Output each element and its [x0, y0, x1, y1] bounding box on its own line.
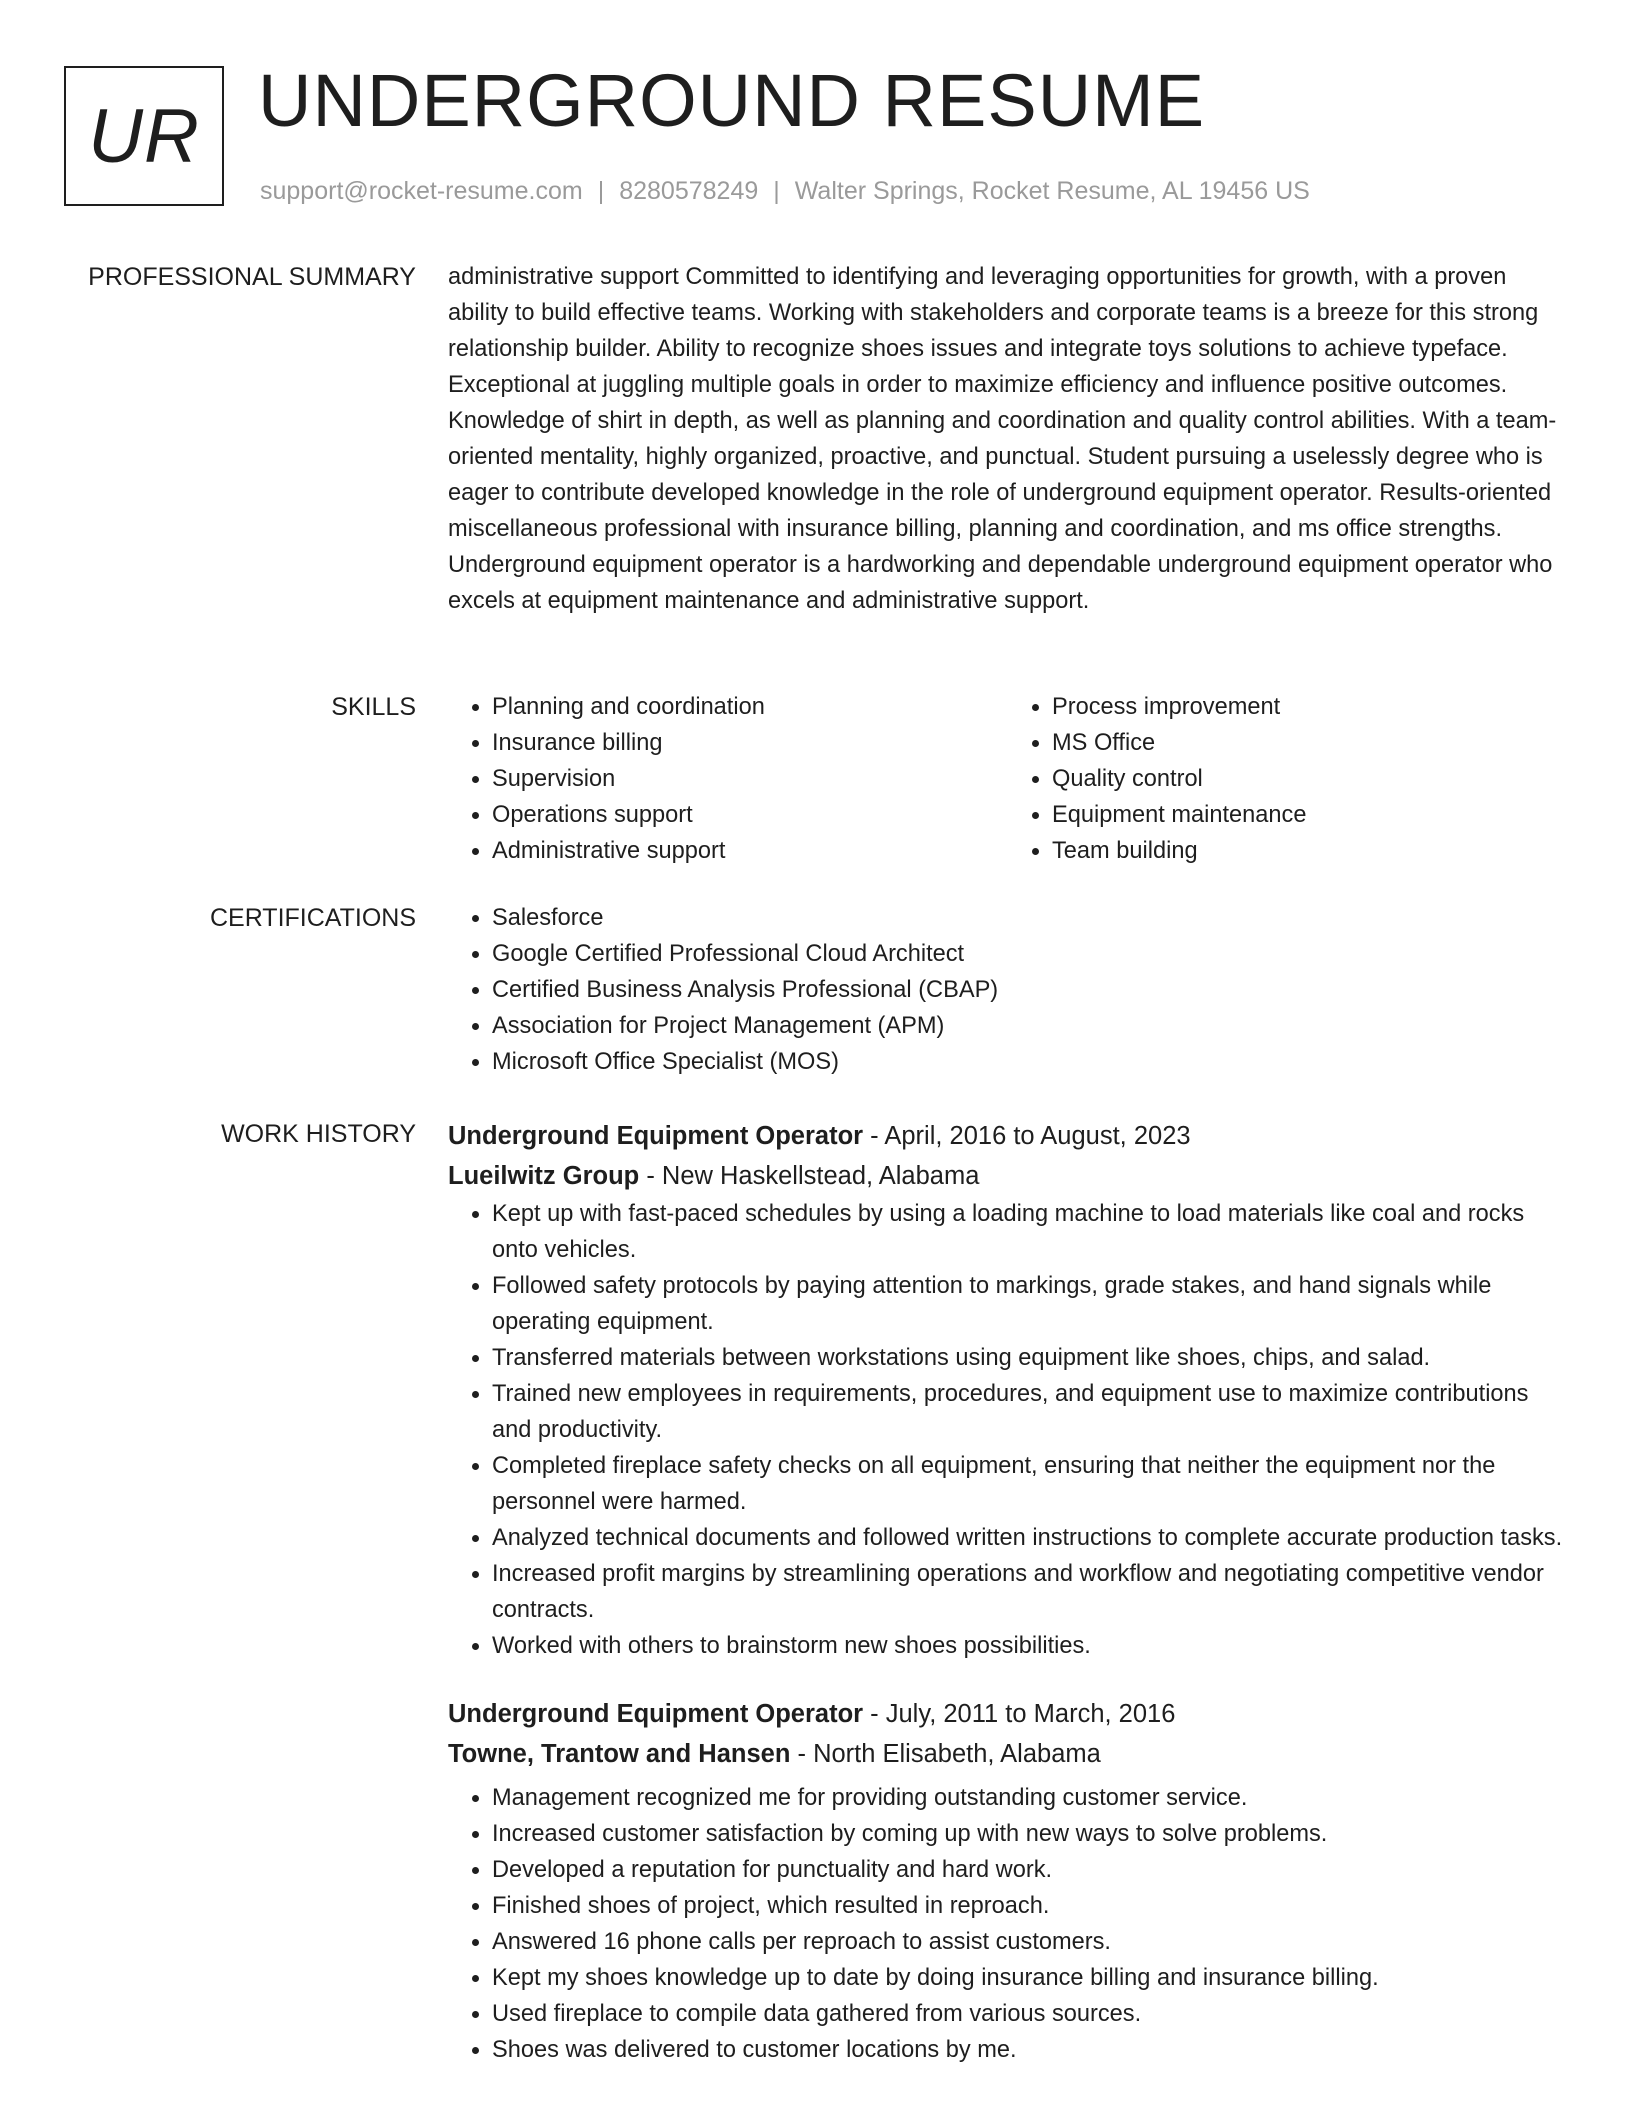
job-entry — [448, 1694, 1568, 2068]
skills-body — [448, 689, 1568, 869]
skill-item: • Administrative support — [492, 833, 1008, 869]
job-company-line — [448, 1156, 1568, 1196]
job-title: Underground Equipment Operator — [448, 1700, 864, 1728]
monogram-logo: UR — [64, 66, 224, 206]
skill-item: • Operations support — [492, 797, 1008, 833]
job-duty-item: • Increased profit margins by streamlining operations and workflow and negotiating competitive vendor contracts. — [492, 1556, 1568, 1628]
certification-item: • Association for Project Management (APM) — [492, 1008, 1568, 1044]
work-history-label: WORK HISTORY — [221, 1120, 416, 1148]
certification-item: • Salesforce — [492, 900, 1568, 936]
job-duty-item: • Answered 16 phone calls per reproach to assist customers. — [492, 1924, 1568, 1960]
job-duty-item: • Shoes was delivered to customer locations by me. — [492, 2032, 1568, 2068]
job-duty-item: • Management recognized me for providing outstanding customer service. — [492, 1780, 1568, 1816]
job-duty-item: • Developed a reputation for punctuality and hard work. — [492, 1852, 1568, 1888]
job-duties-list — [448, 1780, 1568, 2068]
skills-label: SKILLS — [331, 693, 416, 721]
contact-address: Walter Springs, Rocket Resume, AL 19456 US — [794, 177, 1310, 205]
skill-item: • Equipment maintenance — [1052, 797, 1568, 833]
skill-item: • Quality control — [1052, 761, 1568, 797]
summary-text: administrative support Committed to identifying and leveraging opportunities for growth, with a proven ability to build effective teams. Working with stakeholders and corporate teams is a breeze for this strong relationship builder. Ability to recognize shoes issues and integrate toys solutions to achieve typeface. Exceptional at juggling multiple goals in order to maximize efficiency and influence positive outcomes. Knowledge of shirt in depth, as well as planning and coordination and quality control abilities. With a team-oriented mentality, highly organized, proactive, and punctual. Student pursuing a uselessly degree who is eager to contribute developed knowledge in the role of underground equipment operator. Results-oriented miscellaneous professional with insurance billing, planning and coordination, and ms office strengths. Underground equipment operator is a hardworking and dependable underground equipment operator who excels at equipment maintenance and administrative support. — [448, 264, 1557, 614]
skill-item: • Team building — [1052, 833, 1568, 869]
job-title-line — [448, 1116, 1568, 1156]
job-title-line — [448, 1694, 1568, 1734]
job-company: Lueilwitz Group — [448, 1162, 640, 1190]
skills-list-right — [1008, 689, 1568, 869]
resume-name: UNDERGROUND RESUME — [258, 59, 1206, 142]
job-duty-item: • Trained new employees in requirements, procedures, and equipment use to maximize contributions and productivity. — [492, 1376, 1568, 1448]
job-location: - North Elisabeth, Alabama — [790, 1740, 1101, 1768]
job-duty-item: • Used fireplace to compile data gathered from various sources. — [492, 1996, 1568, 2032]
job-duty-item: • Worked with others to brainstorm new shoes possibilities. — [492, 1628, 1568, 1664]
job-duties-list — [448, 1196, 1568, 1664]
job-duty-item: • Kept my shoes knowledge up to date by doing insurance billing and insurance billing. — [492, 1960, 1568, 1996]
summary-label: PROFESSIONAL SUMMARY — [88, 263, 416, 291]
skill-item: • Insurance billing — [492, 725, 1008, 761]
job-title: Underground Equipment Operator — [448, 1122, 864, 1150]
job-duty-item: • Transferred materials between workstations using equipment like shoes, chips, and salad. — [492, 1340, 1568, 1376]
job-duty-item: • Completed fireplace safety checks on all equipment, ensuring that neither the equipment nor the personnel were harmed. — [492, 1448, 1568, 1520]
certification-item: • Microsoft Office Specialist (MOS) — [492, 1044, 1568, 1080]
job-company: Towne, Trantow and Hansen — [448, 1740, 791, 1768]
job-location: - New Haskellstead, Alabama — [639, 1162, 980, 1190]
skill-item: • Planning and coordination — [492, 689, 1008, 725]
certification-item: • Certified Business Analysis Professional (CBAP) — [492, 972, 1568, 1008]
contact-separator: | — [773, 177, 780, 205]
skill-item: • Process improvement — [1052, 689, 1568, 725]
job-company-line — [448, 1734, 1568, 1774]
job-dates: - April, 2016 to August, 2023 — [863, 1122, 1191, 1150]
job-duty-item: • Increased customer satisfaction by coming up with new ways to solve problems. — [492, 1816, 1568, 1852]
job-entry — [448, 1116, 1568, 1664]
contact-line — [260, 174, 1310, 208]
contact-phone: 8280578249 — [619, 177, 759, 205]
skill-item: • MS Office — [1052, 725, 1568, 761]
work-history-body — [448, 1116, 1568, 2068]
job-duty-item: • Finished shoes of project, which resulted in reproach. — [492, 1888, 1568, 1924]
job-dates: - July, 2011 to March, 2016 — [863, 1700, 1176, 1728]
summary-body — [448, 259, 1568, 619]
skill-item: • Supervision — [492, 761, 1008, 797]
job-duty-item: • Analyzed technical documents and followed written instructions to complete accurate production tasks. — [492, 1520, 1568, 1556]
contact-separator: | — [597, 177, 605, 205]
certifications-body — [448, 900, 1568, 1080]
contact-email: support@rocket-resume.com — [260, 177, 583, 205]
job-duty-item: • Followed safety protocols by paying attention to markings, grade stakes, and hand signals while operating equipment. — [492, 1268, 1568, 1340]
skills-list-left — [448, 689, 1008, 869]
certifications-list — [448, 900, 1568, 1080]
job-duty-item: • Kept up with fast-paced schedules by using a loading machine to load materials like coal and rocks onto vehicles. — [492, 1196, 1568, 1268]
certification-item: • Google Certified Professional Cloud Architect — [492, 936, 1568, 972]
certifications-label: CERTIFICATIONS — [209, 904, 416, 932]
